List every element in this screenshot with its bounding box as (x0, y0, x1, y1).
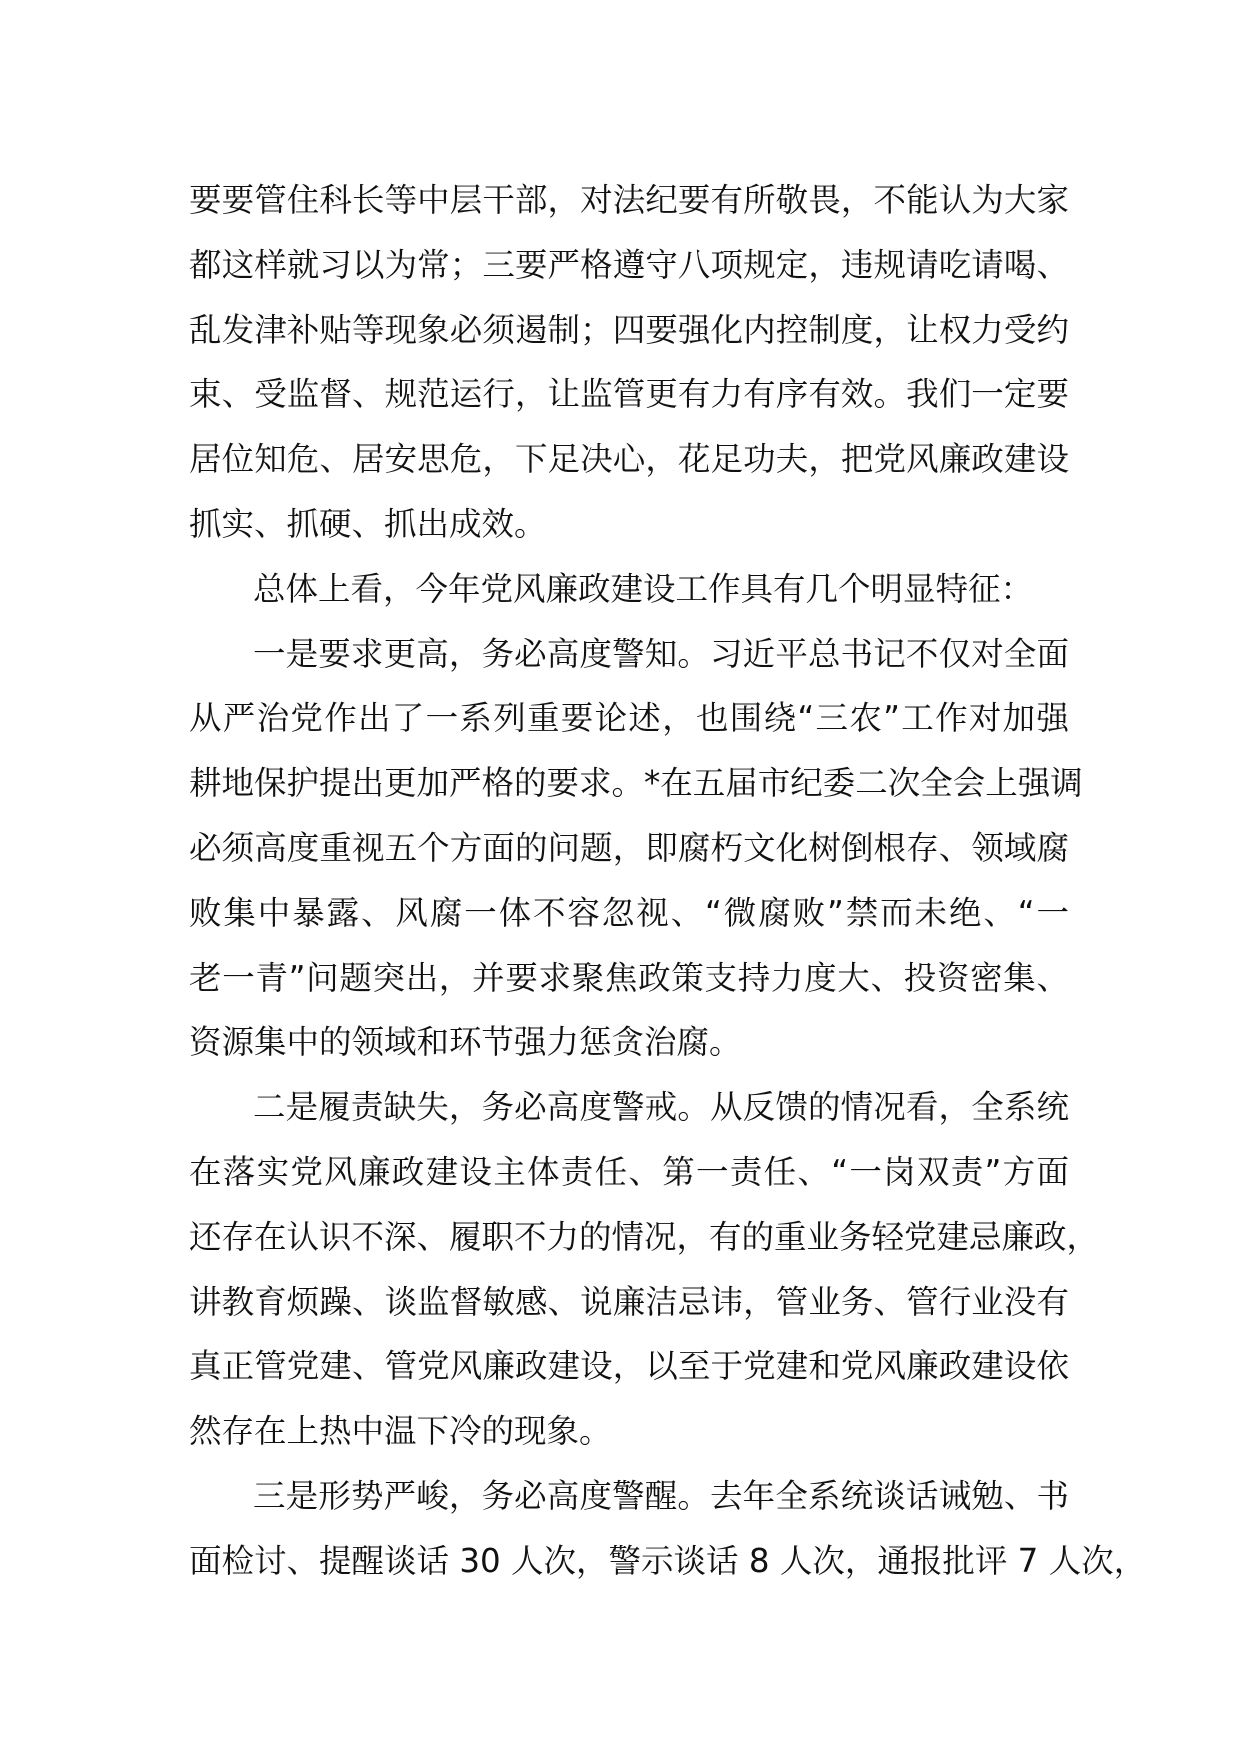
text-line: 抓实、抓硬、抓出成效。 (189, 504, 547, 543)
paragraph-first-line: 总体上看，今年党风廉政建设工作具有几个明显特征： (253, 569, 1034, 608)
text-line: 败集中暴露、风腐一体不容忽视、“微腐败”禁而未绝、“一 (189, 893, 1069, 932)
text-line: 要要管住科长等中层干部，对法纪要有所敬畏，不能认为大家 (189, 181, 1069, 219)
text-line: 真正管党建、管党风廉政建设，以至于党建和党风廉政建设依 (189, 1347, 1069, 1386)
text-line: 从严治党作出了一系列重要论述，也围绕“三农”工作对加强 (189, 699, 1069, 738)
text-line: 资源集中的领域和环节强力惩贪治腐。 (189, 1023, 742, 1062)
text-line: 讲教育烦躁、谈监督敏感、说廉洁忌讳，管业务、管行业没有 (189, 1282, 1069, 1321)
text-line: 老一青”问题突出，并要求聚焦政策支持力度大、投资密集、 (189, 958, 1069, 997)
text-line: 还存在认识不深、履职不力的情况，有的重业务轻党建忌廉政， (189, 1217, 1100, 1256)
text-line: 在落实党风廉政建设主体责任、第一责任、“一岗双责”方面 (189, 1152, 1069, 1191)
paragraph-first-line: 二是履责缺失，务必高度警戒。从反馈的情况看，全系统 (253, 1088, 1069, 1127)
text-line: 束、受监督、规范运行，让监管更有力有序有效。我们一定要 (189, 375, 1069, 414)
document-body (189, 168, 1147, 1594)
paragraph-first-line: 一是要求更高，务必高度警知。习近平总书记不仅对全面 (253, 634, 1069, 673)
paragraph-first-line: 三是形势严峻，务必高度警醒。去年全系统谈话诫勉、书 (253, 1476, 1069, 1515)
text-line: 必须高度重视五个方面的问题，即腐朽文化树倒根存、领域腐 (189, 828, 1069, 867)
text-line: 面检讨、提醒谈话 30 人次，警示谈话 8 人次，通报批评 7 人次， (189, 1541, 1147, 1580)
text-line: 都这样就习以为常；三要严格遵守八项规定，违规请吃请喝、 (189, 245, 1069, 284)
text-line: 居位知危、居安思危，下足决心，花足功夫，把党风廉政建设 (189, 440, 1069, 479)
text-line: 耕地保护提出更加严格的要求。*在五届市纪委二次全会上强调 (189, 764, 1083, 803)
text-line: 乱发津补贴等现象必须遏制；四要强化内控制度，让权力受约 (189, 310, 1069, 349)
text-line: 然存在上热中温下冷的现象。 (189, 1412, 612, 1451)
